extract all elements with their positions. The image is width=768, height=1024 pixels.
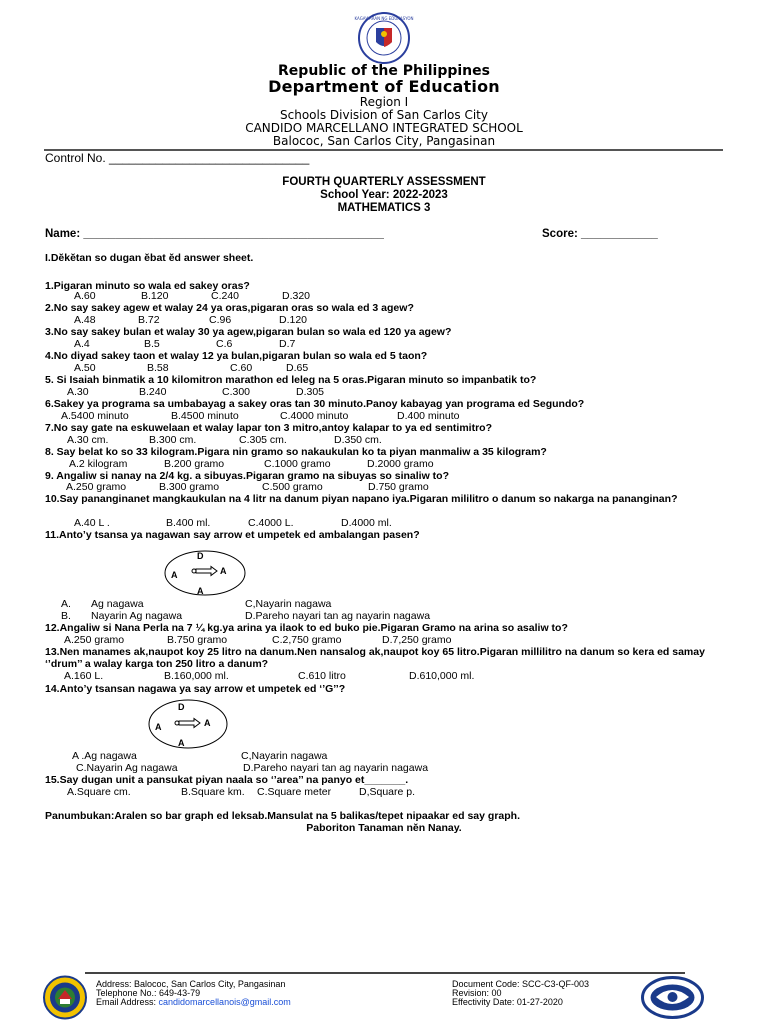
question-12: 12.Angaliw si Nana Perla na 7 ¼ kg.ya arina ya ilaok to ed buko pie.Pigaran Gramo na arina so asaliw to? — [45, 622, 568, 634]
header-region: Region I — [359, 95, 409, 109]
option: B. — [61, 610, 71, 622]
option: A.250 gramo — [66, 481, 127, 493]
footer-divider — [85, 972, 685, 974]
option: B.120 — [141, 290, 169, 302]
option: D.Pareho nayari tan ag nayarin nagawa — [243, 762, 429, 774]
option: A.50 — [74, 362, 96, 374]
name-field: Name: _______________________________________________ — [45, 228, 384, 240]
question-8: 8. Say belat ko so 33 kilogram.Pigara nin gramo so nakaukulan ko ta piyan manmaliw a 35 kilogram? — [45, 446, 547, 458]
option: B.240 — [139, 386, 167, 398]
option: B.5 — [144, 338, 160, 350]
option: A.250 gramo — [64, 634, 125, 646]
arrow-icon — [175, 719, 200, 728]
certification-logo — [640, 975, 705, 1020]
option: C.Nayarin Ag nagawa — [76, 762, 178, 774]
option: C.96 — [209, 314, 232, 326]
option: C.240 — [211, 290, 240, 302]
option: A.40 L . — [74, 517, 110, 529]
option: D.610,000 ml. — [409, 670, 475, 682]
option: C.500 gramo — [262, 481, 323, 493]
option: B.750 gramo — [167, 634, 228, 646]
option: A. — [61, 598, 71, 610]
question-4: 4.No diyad sakey taon et walay 12 ya bulan,pigaran bulan so wala ed 5 taon? — [45, 350, 428, 362]
spinner-label-left: A — [171, 570, 178, 580]
header-republic: Republic of the Philippines — [278, 63, 490, 79]
option: A.30 cm. — [67, 434, 109, 446]
footer-address: Address: Balococ, San Carlos City, Pangasinan — [96, 979, 286, 989]
option: C.4000 minuto — [280, 410, 349, 422]
option: D.2000 gramo — [367, 458, 434, 470]
control-number: Control No. ______________________________ — [45, 151, 310, 165]
option: C.2,750 gramo — [272, 634, 342, 646]
option: B.200 gramo — [164, 458, 225, 470]
option: B.58 — [147, 362, 169, 374]
spinner-label-top: D — [197, 551, 204, 561]
option: A.48 — [74, 314, 96, 326]
deped-seal-logo — [349, 12, 419, 64]
option: B.Square km. — [181, 786, 245, 798]
header-department: Department of Education — [268, 77, 500, 96]
instruction: I.Dĕkĕtan so dugan ĕbat ĕd answer sheet. — [45, 252, 254, 264]
question-1: 1.Pigaran minuto so wala ed sakey oras? — [45, 280, 250, 292]
footer-email-link[interactable]: candidomarcellanois@gmail.com — [158, 997, 291, 1007]
question-15: 15.Say dugan unit a pansukat piyan naala so ‘’area’’ na panyo et_______. — [45, 774, 409, 786]
question-9: 9. Angaliw si nanay na 2/4 kg. a sibuyas.Pigaran gramo na sibuyas so sinaliw to? — [45, 470, 449, 482]
spinner-label-left: A — [155, 722, 162, 732]
option: D.750 gramo — [368, 481, 429, 493]
option: D.400 minuto — [397, 410, 460, 422]
closing-instruction: Panumbukan:Aralen so bar graph ed leksab.Mansulat na 5 balikas/tepet nipaakar ed say graph. — [45, 810, 520, 822]
option: C.60 — [230, 362, 253, 374]
option: C.Square meter — [257, 786, 332, 798]
footer-email-label: Email Address: — [96, 997, 159, 1007]
footer-telephone: Telephone No.: 649-43-79 — [96, 988, 201, 998]
option: Nayarin Ag nagawa — [91, 610, 183, 622]
school-year: School Year: 2022-2023 — [320, 189, 448, 201]
question-7: 7.No say gate na eskuwelaan et walay lapar ton 3 mitro,antoy kalapar to ya ed sentimitro? — [45, 422, 492, 434]
question-6: 6.Sakey ya programa sa umbabayag a sakey oras tan 30 minuto.Panoy kabayag yan programa ed Segundo? — [45, 398, 585, 410]
question-14: 14.Anto’y tsansan nagawa ya say arrow et umpetek ed ‘’G’’? — [45, 683, 346, 695]
spinner-label-top: D — [178, 702, 185, 712]
closing-topic: Paboriton Tanaman nĕn Nanay. — [306, 822, 462, 834]
option: D.120 — [279, 314, 308, 326]
option: D.7 — [279, 338, 296, 350]
option: B.72 — [138, 314, 160, 326]
header-school: CANDIDO MARCELLANO INTEGRATED SCHOOL — [245, 121, 523, 135]
option: C,Nayarin nagawa — [245, 598, 332, 610]
footer-effectivity-date: Effectivity Date: 01-27-2020 — [452, 997, 563, 1007]
option: A.60 — [74, 290, 96, 302]
assessment-title: FOURTH QUARTERLY ASSESSMENT — [282, 176, 486, 188]
seal-text: KAGAWARAN NG EDUKASYON — [354, 16, 414, 21]
arrow-icon — [192, 567, 217, 576]
option: A.2 kilogram — [69, 458, 128, 470]
spinner-label-right: A — [204, 718, 211, 728]
option: A.160 L. — [64, 670, 104, 682]
header-division: Schools Division of San Carlos City — [280, 108, 488, 122]
option: B.4500 minuto — [171, 410, 239, 422]
option: A.Square cm. — [67, 786, 131, 798]
option: B.300 cm. — [149, 434, 197, 446]
question-3: 3.No say sakey bulan et walay 30 ya agew,pigaran bulan so wala ed 120 ya agew? — [45, 326, 452, 338]
footer-email — [96, 998, 291, 1008]
subject-title: MATHEMATICS 3 — [337, 202, 431, 214]
option: A.5400 minuto — [61, 410, 129, 422]
option: D,Square p. — [359, 786, 416, 798]
school-logo — [40, 975, 90, 1020]
spinner-label-bottom: A — [178, 738, 185, 748]
question-5: 5. Si Isaiah binmatik a 10 kilomitron marathon ed leleg na 5 oras.Pigaran minuto so impanbatik to? — [45, 374, 537, 386]
score-field: Score: ____________ — [542, 228, 658, 240]
footer-revision: Revision: 00 — [452, 988, 502, 998]
question-11: 11.Anto’y tsansa ya nagawan say arrow et umpetek ed ambalangan pasen? — [45, 529, 420, 541]
option: D.Pareho nayari tan ag nayarin nagawa — [245, 610, 431, 622]
option: B.300 gramo — [159, 481, 220, 493]
option: C.300 — [222, 386, 251, 398]
question-2: 2.No say sakey agew et walay 24 ya oras,pigaran oras so wala ed 3 agew? — [45, 302, 414, 314]
footer-document-code: Document Code: SCC-C3-QF-003 — [452, 979, 590, 989]
option: D.7,250 gramo — [382, 634, 452, 646]
option: D.65 — [286, 362, 309, 374]
option: A.30 — [67, 386, 89, 398]
question-13: 13.Nen manames ak,naupot koy 25 litro na danum.Nen nansalog ak,naupot koy 65 litro.Pigaran millilitro na danum so kera ed samay ‘’drum’’ a walay karga ton 250 litro a danum? — [45, 646, 705, 670]
option: C.4000 L. — [248, 517, 294, 529]
option: D.4000 ml. — [341, 517, 392, 529]
question-10: 10.Say pananginanet mangkaukulan na 4 litr na danum piyan napano iya.Pigaran mililitro o danum so nakarga na pananginan? — [45, 493, 678, 505]
option: D.350 cm. — [334, 434, 382, 446]
option: Ag nagawa — [91, 598, 144, 610]
option: A .Ag nagawa — [72, 750, 137, 762]
option: B.400 ml. — [166, 517, 211, 529]
option: C,Nayarin nagawa — [241, 750, 328, 762]
option: D.305 — [296, 386, 325, 398]
spinner-label-right: A — [220, 566, 227, 576]
option: C.6 — [216, 338, 233, 350]
option: B.160,000 ml. — [164, 670, 229, 682]
spinner-diagram-11 — [161, 547, 249, 597]
option: C.1000 gramo — [264, 458, 331, 470]
header-address: Balococ, San Carlos City, Pangasinan — [272, 134, 496, 148]
spinner-label-bottom: A — [197, 586, 204, 596]
option: D.320 — [282, 290, 311, 302]
option: C.305 cm. — [239, 434, 287, 446]
option: C.610 litro — [298, 670, 346, 682]
option: A.4 — [74, 338, 90, 350]
spinner-diagram-14 — [145, 698, 231, 750]
